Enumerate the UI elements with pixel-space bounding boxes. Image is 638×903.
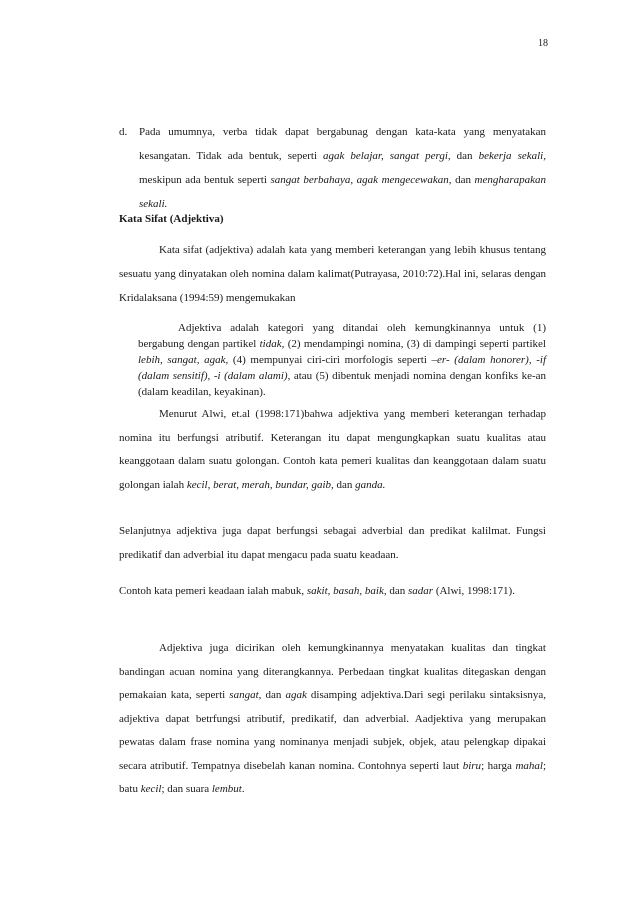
paragraph-2: Menurut Alwi, et.al (1998:171)bahwa adjektiva yang memberi keterangan terhadap nomina itu berfungsi atributif. Keterangan itu dapat mengungkapkan suatu kualitas atau keanggotaan dalam suatu golongan. Contoh kata pemeri kualitas dan keanggotaan dalam suatu golongan ialah kecil, berat, merah, bundar, gaib, dan ganda. — [119, 408, 546, 491]
paragraph-4: Contoh kata pemeri keadaan ialah mabuk, sakit, basah, baik, dan sadar (Alwi, 1998:171). — [119, 585, 515, 597]
paragraph-3: Selanjutnya adjektiva juga dapat berfungsi sebagai adverbial dan predikat kalilmat. Fungsi predikatif dan adverbial itu dapat mengacu pada suatu keadaan. — [119, 525, 546, 561]
section-heading: Kata Sifat (Adjektiva) — [119, 213, 224, 225]
list-item-d — [119, 120, 546, 216]
list-marker: d. — [119, 126, 128, 138]
page-number: 18 — [538, 38, 548, 49]
block-quote-text: Adjektiva adalah kategori yang ditandai oleh kemungkinannya untuk (1) bergabung dengan partikel tidak, (2) mendampingi nomina, (3) di dampingi seperti partikel lebih, sangat, agak, (4) mempunyai ciri-ciri morfologis seperti –er- (dalam honorer), -if (dalam sensitif), -i (dalam alami), atau (5) dibentuk menjadi nomina dengan konfiks ke-an (dalam keadilan, keyakinan). — [138, 322, 547, 398]
paragraph-1: Kata sifat (adjektiva) adalah kata yang memberi keterangan yang lebih khusus tentang sesuatu yang dinyatakan oleh nomina dalam kalimat(Putrayasa, 2010:72).Hal ini, selaras dengan Kridalaksana (1994:59) mengemukakan — [119, 244, 546, 304]
list-item-d-text: d. Pada umumnya, verba tidak dapat bergabunag dengan kata-kata yang menyatakan kesangatan. Tidak ada bentuk, seperti agak belajar, sangat pergi, dan bekerja sekali, meskipun ada bentuk seperti sangat berbahaya, agak mengecewakan, dan mengharapakan sekali. — [119, 120, 546, 216]
block-quote — [119, 320, 546, 400]
paragraph-5: Adjektiva juga dicirikan oleh kemungkinannya menyatakan kualitas dan tingkat bandingan acuan nomina yang diterangkannya. Perbedaan tingkat kualitas ditegaskan dengan pemakaian kata, seperti sangat, dan agak disamping adjektiva.Dari segi perilaku sintaksisnya, adjektiva dapat betrfungsi atributif, predikatif, dan adverbial. Aadjektiva yang merupakan pewatas dalam frase nomina yang nominanya menjadi subjek, objek, atau pelengkap dipakai secara atributif. Tempatnya disebelah kanan nomina. Contohnya seperti laut biru; harga mahal; batu kecil; dan suara lembut. — [119, 642, 546, 795]
